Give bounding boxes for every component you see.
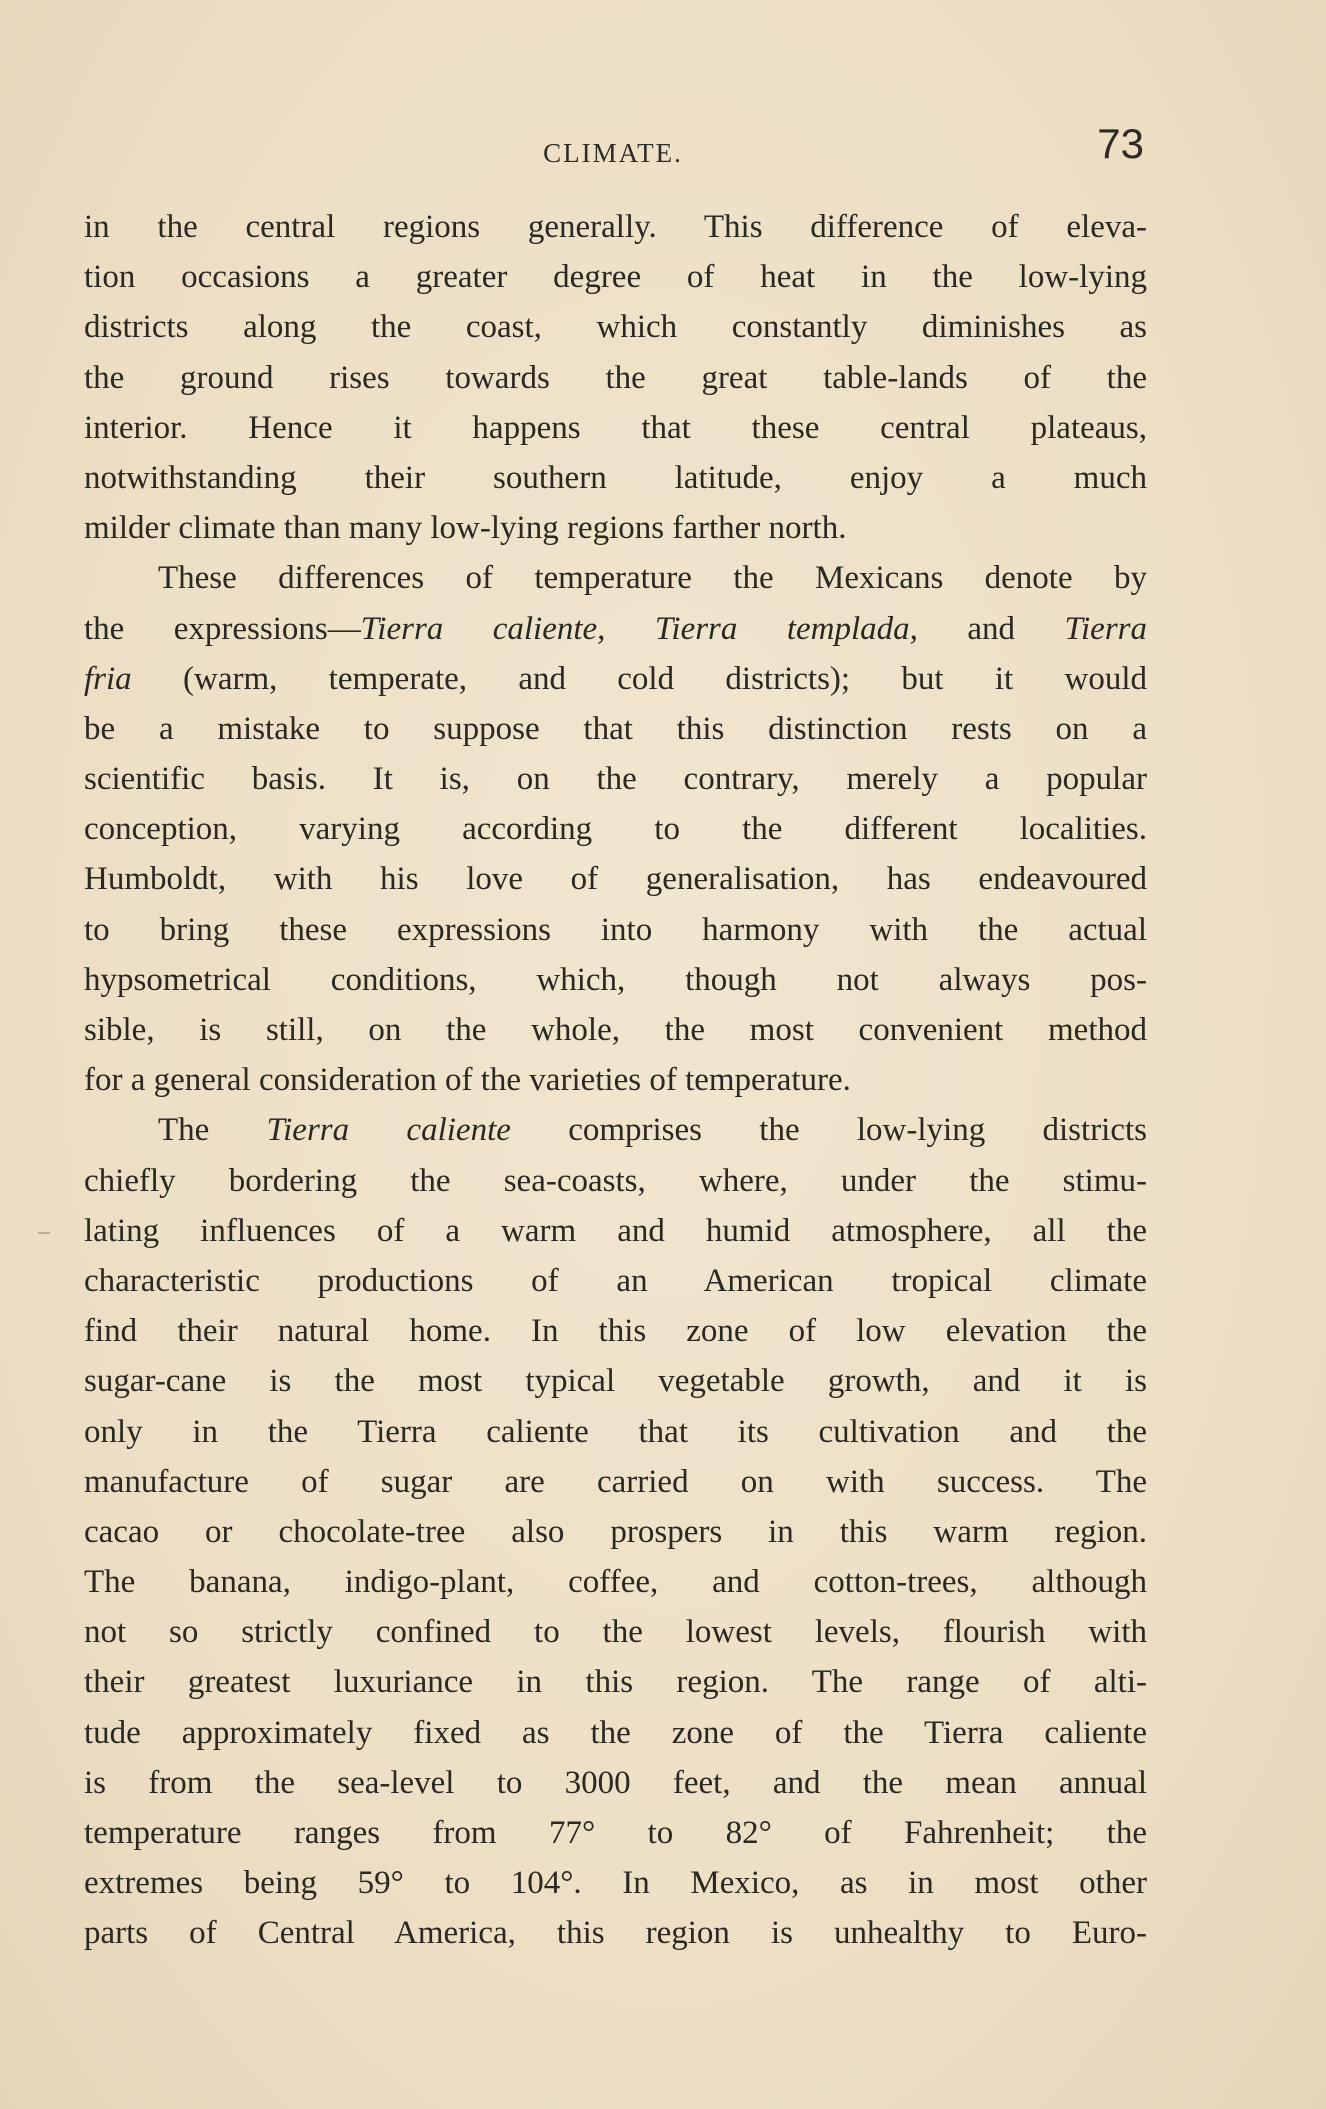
text-line: milder climate than many low-lying regions farther north.: [84, 510, 847, 547]
text-line: cacao or chocolate-tree also prospers in this warm region.: [84, 1513, 1147, 1550]
text-line: Humboldt, with his love of generalisation, has endeavoured: [84, 861, 1147, 898]
text-line: districts along the coast, which constantly diminishes as: [84, 309, 1147, 346]
margin-mark: [38, 1232, 50, 1234]
text-line: chiefly bordering the sea-coasts, where, under the stimu-: [84, 1162, 1147, 1199]
text-line: tion occasions a greater degree of heat in the low-lying: [84, 259, 1147, 296]
text-line: These differences of temperature the Mexicans denote by: [158, 560, 1147, 597]
text-line: lating influences of a warm and humid atmosphere, all the: [84, 1212, 1147, 1249]
text-line: for a general consideration of the varieties of temperature.: [84, 1062, 851, 1099]
text-fragment: (warm, temperate, and cold districts); but it would: [183, 660, 1148, 697]
text-line: [84, 1105, 1147, 1155]
text-line: tude approximately fixed as the zone of the Tierra caliente: [84, 1714, 1147, 1751]
text-fragment: The: [158, 1112, 210, 1149]
text-line: find their natural home. In this zone of low elevation the: [84, 1313, 1147, 1350]
text-line: manufacture of sugar are carried on with success. The: [84, 1463, 1147, 1500]
text-line: hypsometrical conditions, which, though not always pos-: [84, 961, 1147, 998]
text-line: [84, 654, 1147, 704]
text-line: to bring these expressions into harmony with the actual: [84, 911, 1147, 948]
italic-term: Tierra: [1064, 610, 1148, 647]
text-line: notwithstanding their southern latitude, enjoy a much: [84, 459, 1147, 496]
text-fragment: and: [967, 610, 1016, 647]
text-line: extremes being 59° to 104°. In Mexico, as in most other: [84, 1865, 1147, 1902]
body-text: [84, 202, 1147, 1959]
text-line: in the central regions generally. This difference of eleva-: [84, 209, 1147, 245]
text-line: sible, is still, on the whole, the most convenient method: [84, 1012, 1147, 1048]
text-line: conception, varying according to the different localities.: [84, 811, 1147, 848]
text-line: is from the sea-level to 3000 feet, and the mean annual: [84, 1764, 1147, 1801]
text-line: [84, 604, 1147, 654]
text-line: their greatest luxuriance in this region. The range of alti-: [84, 1664, 1147, 1701]
text-fragment: comprises the low-lying districts: [568, 1112, 1148, 1149]
page-header: [82, 120, 1144, 180]
text-line: not so strictly confined to the lowest levels, flourish with: [84, 1614, 1147, 1651]
text-line: characteristic productions of an American tropical climate: [84, 1262, 1147, 1299]
text-line: The banana, indigo-plant, coffee, and cotton-trees, although: [84, 1564, 1147, 1601]
text-fragment: the expressions—: [84, 610, 361, 647]
running-head: CLIMATE.: [543, 138, 683, 168]
text-line: the ground rises towards the great table-lands of the: [84, 359, 1147, 396]
italic-term: Tierra caliente: [266, 1112, 511, 1149]
italic-term: Tierra caliente, Tierra templada,: [360, 610, 918, 647]
page-number: 73: [1097, 120, 1144, 167]
text-line: sugar-cane is the most typical vegetable growth, and it is: [84, 1363, 1147, 1400]
text-line: interior. Hence it happens that these central plateaus,: [84, 409, 1147, 446]
text-line: scientific basis. It is, on the contrary, merely a popular: [84, 761, 1147, 798]
text-line: parts of Central America, this region is unhealthy to Euro-: [84, 1915, 1147, 1952]
text-line: be a mistake to suppose that this distinction rests on a: [84, 710, 1147, 747]
text-line: only in the Tierra caliente that its cultivation and the: [84, 1413, 1147, 1450]
text-line: temperature ranges from 77° to 82° of Fahrenheit; the: [84, 1815, 1147, 1851]
italic-term: fria: [84, 660, 132, 697]
